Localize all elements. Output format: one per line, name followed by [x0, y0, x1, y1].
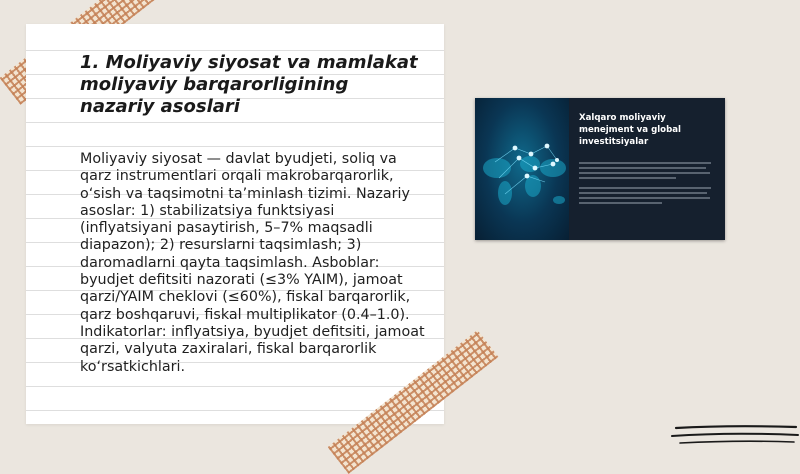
brush-strokes-decoration	[670, 420, 800, 450]
slide-title: 1. Moliyaviy siyosat va mamlakat moliyaviy barqarorligining nazariy asoslari	[80, 52, 418, 117]
thumbnail-title: Xalqaro moliyaviy menejment va global investitsiyalar	[579, 113, 681, 147]
thumbnail-text-panel	[569, 98, 725, 240]
world-map-network-icon	[475, 98, 569, 240]
slide-body-text: Moliyaviy siyosat — davlat byudjeti, soliq va qarz instrumentlari orqali makrobarqarorlik, o‘sish va taqsimotni ta’minlash tizimi. Nazariy asoslar: 1) stabilizatsiya funktsiyasi (inflyatsiyani pasaytirish, 5–7% maqsadli diapazon); 2) resurslarni taqsimlash; 3) daromadlarni qayta taqsimlash. Asboblar: byudjet defitsiti nazorati (≤3% YAIM), jamoat qarzi/YAIM cheklovi (≤60%), fiskal barqarorlik, qarz boshqaruvi, fiskal multiplikator (0.4–1.0). Indikatorlar: inflyatsiya, byudjet defitsiti, jamoat qarzi, valyuta zaxiralari, fiskal barqarorlik ko‘rsatkichlari.	[80, 151, 425, 375]
thumbnail-text-lines	[579, 162, 717, 204]
slide-thumbnail[interactable]	[475, 98, 725, 240]
